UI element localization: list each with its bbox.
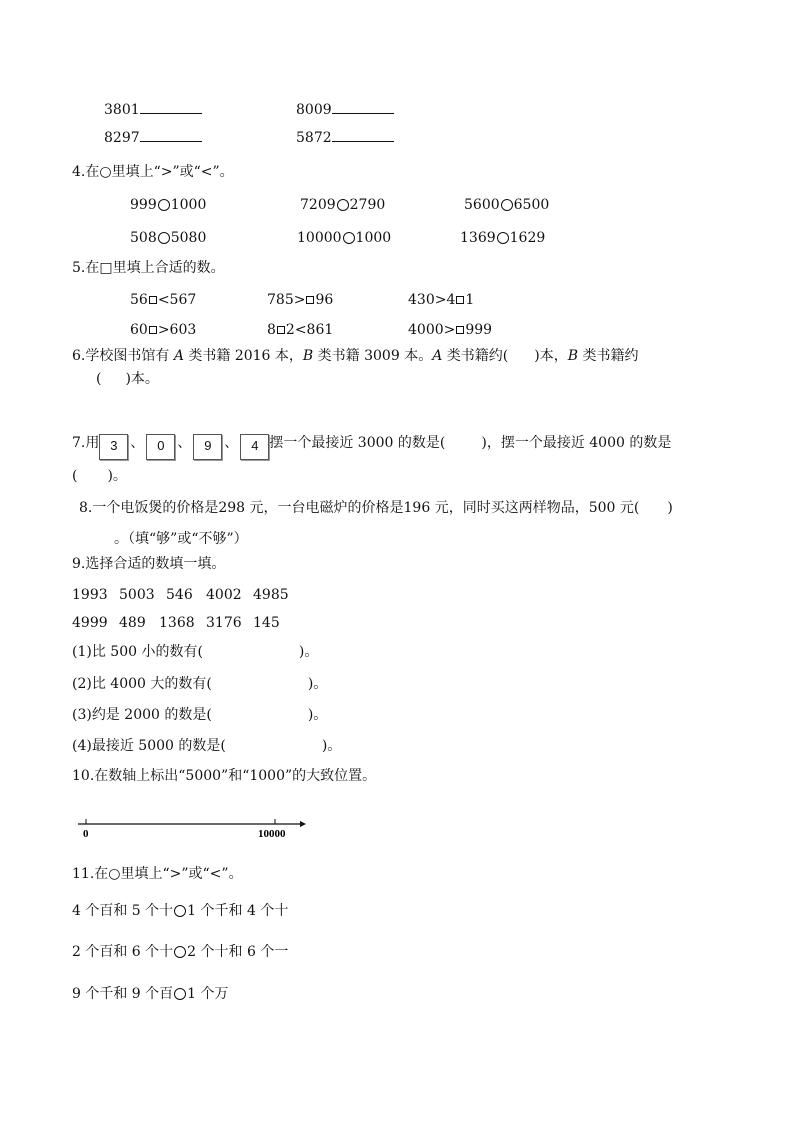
compare-circle[interactable]	[174, 905, 186, 917]
q6-line2: ( )本。	[96, 371, 159, 387]
q5-item: 8 2<861	[267, 322, 334, 338]
q8-line1: 8.一个电饭煲的价格是298 元，一台电磁炉的价格是196 元，同时买这两样物品，500 元( )	[79, 500, 673, 516]
q11-item: 4 个百和 5 个十 1 个千和 4 个十	[72, 903, 289, 919]
answer-blank[interactable]	[332, 99, 394, 114]
q10-title: 10.在数轴上标出“5000”和“1000”的大致位置。	[72, 768, 377, 784]
q4-item: 508 5080	[130, 230, 207, 246]
number-card: 9	[193, 434, 222, 460]
compare-circle[interactable]	[497, 232, 509, 244]
compare-circle[interactable]	[343, 232, 355, 244]
fill-box[interactable]	[306, 296, 314, 304]
q11-item: 9 个千和 9 个百 1 个万	[72, 986, 229, 1002]
number-card: 4	[240, 434, 269, 460]
compare-circle[interactable]	[174, 988, 186, 1000]
tick-label-start: 0	[83, 828, 89, 840]
q3-item: 5872	[296, 127, 394, 147]
q4-item: 7209 2790	[300, 197, 386, 213]
answer-blank[interactable]	[332, 127, 394, 142]
number-card: 3	[99, 434, 128, 460]
compare-circle[interactable]	[158, 232, 170, 244]
number-card: 0	[146, 434, 175, 460]
q9-numbers-row: 4999 489 1368 3176 145	[72, 615, 280, 631]
q11-title: 11.在○里填上“>”或“<”。	[72, 866, 243, 882]
q9-item: (4)最接近 5000 的数是( )。	[72, 738, 342, 754]
fill-box[interactable]	[149, 296, 157, 304]
fill-box[interactable]	[149, 326, 157, 334]
q3-item: 8009	[296, 99, 394, 119]
q4-item: 1369 1629	[460, 230, 546, 246]
q4-item: 5600 6500	[464, 197, 550, 213]
q4-item: 999 1000	[130, 197, 207, 213]
q9-item: (3)约是 2000 的数是( )。	[72, 707, 328, 723]
compare-circle[interactable]	[501, 199, 513, 211]
q3-item: 8297	[104, 127, 202, 147]
answer-blank[interactable]	[140, 127, 202, 142]
q4-item: 10000 1000	[297, 230, 392, 246]
compare-circle[interactable]	[174, 946, 186, 958]
arrow-head-icon	[300, 821, 306, 827]
q9-title: 9.选择合适的数填一填。	[72, 556, 226, 572]
fill-box[interactable]	[456, 296, 464, 304]
fill-box[interactable]	[277, 326, 285, 334]
q11-item: 2 个百和 6 个十 2 个十和 6 个一	[72, 944, 289, 960]
q5-item: 60 >603	[130, 322, 197, 338]
compare-circle[interactable]	[158, 199, 170, 211]
q3-item: 3801	[104, 99, 202, 119]
q5-item: 785> 96	[267, 292, 334, 308]
q5-item: 4000> 999	[408, 322, 493, 338]
q4-title: 4.在○里填上“>”或“<”。	[72, 164, 234, 180]
answer-blank[interactable]	[140, 99, 202, 114]
q6-line1: 6.学校图书馆有 A 类书籍 2016 本，B 类书籍 3009 本。A 类书籍约( )本，B 类书籍约	[72, 348, 639, 364]
tick-label-end: 10000	[258, 828, 286, 840]
q5-item: 430>4 1	[408, 292, 475, 308]
q9-item: (2)比 4000 大的数有( )。	[72, 676, 328, 692]
q7-line2: ( )。	[72, 468, 127, 484]
q8-line2: 。（填“够”或“不够”）	[114, 531, 248, 547]
fill-box[interactable]	[456, 326, 464, 334]
q5-item: 56 <567	[130, 292, 197, 308]
q5-title: 5.在□里填上合适的数。	[72, 260, 225, 276]
q9-numbers-row: 1993 5003 546 4002 4985	[72, 587, 289, 603]
compare-circle[interactable]	[337, 199, 349, 211]
number-line[interactable]	[74, 816, 314, 842]
q7-line1: 7.用 3 、 0 、 9 、 4 摆一个最接近 3000 的数是( )，摆一个最接近 4000 的数是	[72, 431, 671, 460]
q9-item: (1)比 500 小的数有( )。	[72, 644, 319, 660]
